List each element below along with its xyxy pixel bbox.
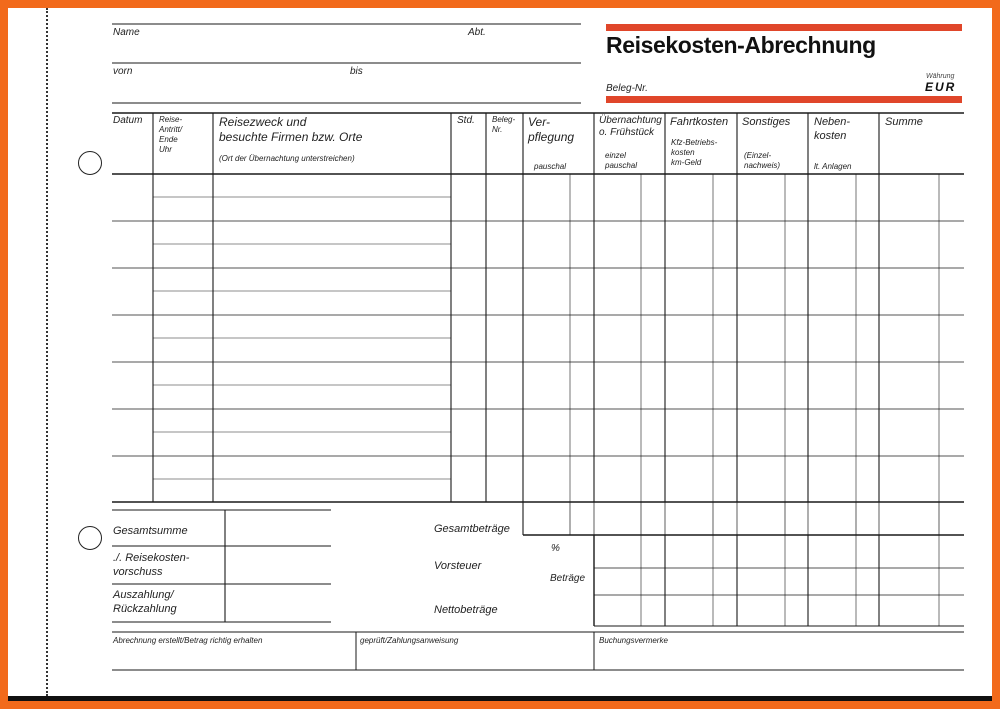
col-sonstiges-sub: (Einzel- nachweis) [744, 151, 781, 170]
title-bar-bottom [606, 96, 962, 103]
col-nebenkosten-sub: lt. Anlagen [814, 162, 852, 171]
bis-label: bis [350, 66, 363, 77]
currency-value: EUR [925, 80, 957, 94]
col-uebernachtung-sub: einzel pauschal [605, 151, 638, 170]
abrechnung-label: Abrechnung erstellt/Betrag richtig erhalten [113, 636, 263, 645]
vorsteuer-label: Vorsteuer [434, 560, 482, 572]
sheet-bottom-edge [8, 696, 992, 701]
currency-label: Währung [926, 73, 955, 80]
col-datum: Datum [113, 115, 143, 126]
gesamtbetraege-label: Gesamtbeträge [434, 523, 510, 535]
col-verpflegung: Ver- pflegung [528, 115, 575, 144]
col-nebenkosten: Neben- kosten [814, 116, 851, 142]
col-uebernachtung: Übernachtung o. Frühstück [599, 115, 662, 138]
nettobetraege-label: Nettobeträge [434, 604, 498, 616]
title-bar-top [606, 24, 962, 31]
geprueft-label: geprüft/Zahlungsanweisung [360, 636, 459, 645]
col-fahrtkosten-sub: Kfz-Betriebs- kosten km-Geld [671, 138, 718, 167]
col-summe: Summe [885, 116, 923, 128]
expense-report-form [8, 8, 992, 696]
col-std: Std. [457, 115, 475, 126]
col-beleg: Beleg- Nr. [492, 115, 516, 134]
col-reisezweck: Reisezweck und besuchte Firmen bzw. Orte [219, 115, 363, 144]
gesamtsumme-label: Gesamtsumme [113, 525, 188, 537]
col-verpflegung-sub: pauschal [534, 162, 567, 171]
buchung-label: Buchungsvermerke [599, 636, 668, 645]
auszahlung-label: Auszahlung/ Rückzahlung [113, 589, 177, 615]
vorn-label: vorn [113, 66, 133, 77]
col-sonstiges: Sonstiges [742, 116, 791, 128]
beleg-nr-label: Beleg-Nr. [606, 83, 648, 94]
col-reise: Reise- Antritt/ Ende Uhr [159, 115, 183, 154]
col-reisezweck-note: (Ort der Übernachtung unterstreichen) [219, 154, 355, 163]
abt-label: Abt. [468, 27, 486, 38]
percent-label: % [551, 543, 560, 554]
vorschuss-label: ./. Reisekosten- vorschuss [113, 552, 190, 578]
page-title: Reisekosten-Abrechnung [606, 32, 876, 58]
col-fahrtkosten: Fahrtkosten [670, 116, 729, 128]
name-label: Name [113, 27, 140, 38]
betraege-label: Beträge [550, 573, 586, 584]
